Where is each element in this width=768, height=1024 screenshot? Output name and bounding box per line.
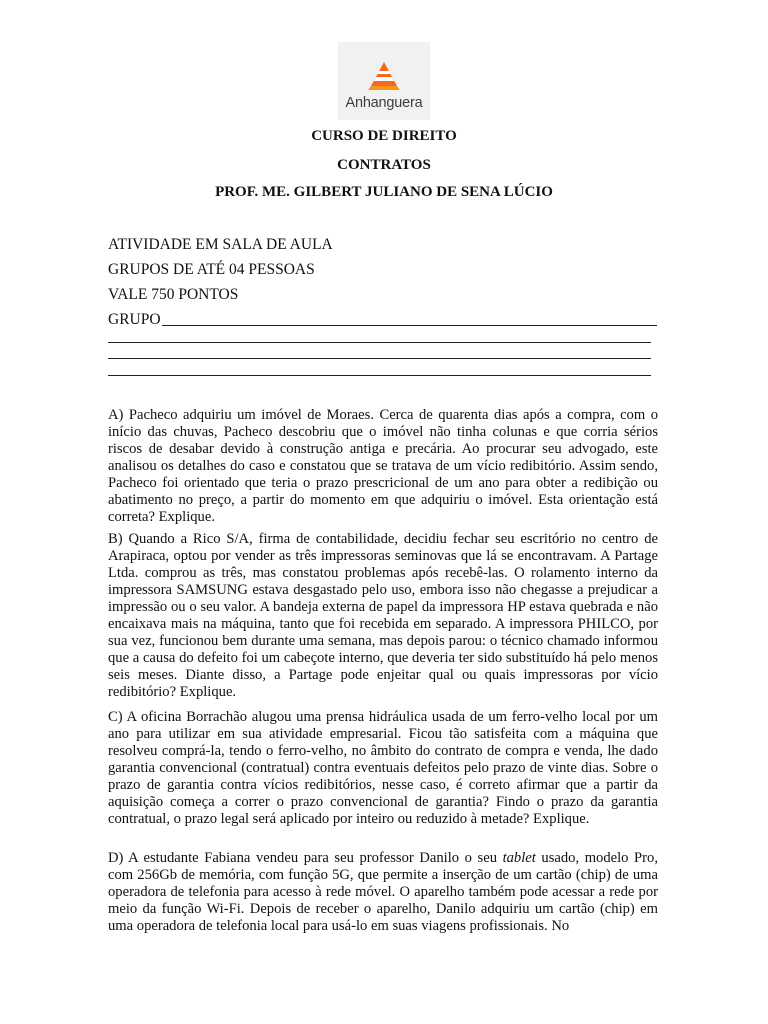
group-members-blank-3 — [108, 375, 651, 376]
question-a: A) Pacheco adquiriu um imóvel de Moraes. Cerca de quarenta dias após a compra, com o início das chuvas, Pacheco descobriu que o imóvel não tinha colunas e que corria sérios riscos de desabar devido à construção antiga e precária. Ao procurar seu advogado, este analisou os detalhes do caso e constatou que se tratava de um vício redibitório. Assim sendo, Pacheco foi orientado que teria o prazo prescricional de um ano para obter a redibição ou abatimento no preço, a partir do momento em que adquiriu o imóvel. Esta orientação está correta? Explique. — [108, 407, 658, 525]
course-title: CURSO DE DIREITO — [311, 128, 457, 144]
points-label: VALE 750 PONTOS — [108, 286, 239, 303]
group-members-blank-1 — [108, 342, 651, 343]
anhanguera-logo — [338, 42, 430, 120]
group-name-blank — [162, 325, 657, 326]
activity-label: ATIVIDADE EM SALA DE AULA — [108, 236, 333, 253]
question-c: C) A oficina Borrachão alugou uma prensa hidráulica usada de um ferro-velho local por um ano para utilizar em sua atividade empresarial. Ficou tão satisfeita com a máquina que resolveu comprá-la, tendo o ferro-velho, no âmbito do contrato de compra e venda, lhe dado garantia convencional (contratual) contra eventuais defeitos pelo prazo de vinte dias. Sobre o prazo de garantia contra vícios redibitórios, nesse caso, é correto afirmar que a partir da aquisição começa a correr o prazo convencional de garantia? Findo o prazo da garantia contratual, o prazo legal será aplicado por inteiro ou reduzido à metade? Explique. — [108, 709, 658, 827]
question-d-rest: usado, modelo Pro, com 256Gb de memória, com função 5G, que permite a inserção de um cartão (chip) de uma operadora de telefonia para acesso à rede móvel. O aparelho também pode acessar a rede por meio da função Wi-Fi. Depois de receber o aparelho, Danilo adquiriu um cartão (chip) em uma operadora de telefonia local para usá-lo em suas viagens profissionais. No — [108, 850, 658, 934]
question-b: B) Quando a Rico S/A, firma de contabilidade, decidiu fechar seu escritório no centro de Arapiraca, optou por vender as três impressoras seminovas que lá se encontravam. A Partage Ltda. comprou as três, mas constatou problemas após recebê-las. O rolamento interno da impressora SAMSUNG estava desgastado pelo uso, embora isso não chegasse a prejudicar a impressão ou o seu valor. A bandeja externa de papel da impressora HP estava quebrada e não encaixava mais na máquina, tanto que foi recebida em separado. A impressora PHILCO, por sua vez, funcionou bem durante uma semana, mas depois parou: o técnico chamado informou que a causa do defeito foi um cabeçote interno, que deveria ter sido substituído há pelo menos seis meses. Diante disso, a Partage pode enjeitar qual ou quais impressoras por vício redibitório? Explique. — [108, 531, 658, 700]
logo-wordmark: Anhanguera — [345, 95, 423, 111]
group-label: GRUPO — [108, 311, 161, 328]
group-members-blank-2 — [108, 358, 651, 359]
question-d-start: D) A estudante Fabiana vendeu para seu professor Danilo o seu — [108, 850, 503, 866]
question-d — [108, 850, 658, 935]
group-size-label: GRUPOS DE ATÉ 04 PESSOAS — [108, 261, 315, 278]
tablet-term: tablet — [502, 850, 536, 866]
subject-title: CONTRATOS — [337, 157, 431, 173]
professor-name: PROF. ME. GILBERT JULIANO DE SENA LÚCIO — [215, 184, 553, 200]
